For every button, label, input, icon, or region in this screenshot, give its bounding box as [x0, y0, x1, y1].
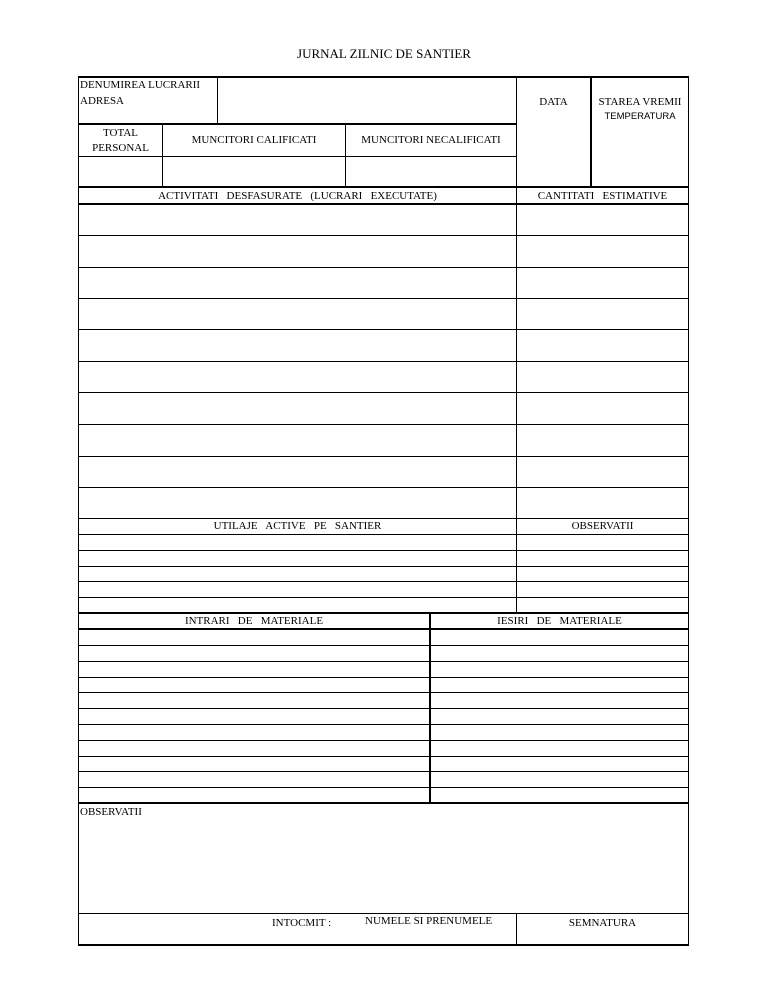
intrari-header: INTRARI DE MATERIALE: [184, 615, 324, 627]
divider: [78, 802, 689, 804]
total-label: TOTAL: [103, 127, 138, 139]
divider: [78, 913, 689, 914]
semnatura-label: SEMNATURA: [568, 917, 637, 929]
material-row: [78, 740, 689, 741]
divider: [78, 612, 689, 614]
muncitori-necalificati-label: MUNCITORI NECALIFICATI: [361, 134, 501, 146]
equipment-row: [78, 566, 689, 567]
material-row: [78, 708, 689, 709]
numele-prenumele-label: NUMELE SI PRENUMELE: [365, 915, 493, 927]
adresa-label: ADRESA: [80, 95, 125, 107]
divider: [78, 156, 516, 157]
equipment-row: [78, 597, 689, 598]
temperatura-label: TEMPERATURA: [604, 111, 676, 122]
muncitori-calificati-label: MUNCITORI CALIFICATI: [191, 134, 317, 146]
material-row: [78, 645, 689, 646]
equipment-row: [78, 534, 689, 535]
data-label: DATA: [539, 96, 568, 108]
divider: [217, 76, 218, 124]
material-row: [78, 661, 689, 662]
utilaje-observatii-header: OBSERVATII: [571, 520, 634, 532]
equipment-row: [78, 550, 689, 551]
activity-row: [78, 361, 689, 362]
iesiri-header: IESIRI DE MATERIALE: [497, 615, 622, 627]
divider: [78, 628, 689, 630]
material-row: [78, 692, 689, 693]
cantitati-header: CANTITATI ESTIMATIVE: [537, 190, 668, 202]
denumirea-lucrarii-label: DENUMIREA LUCRARII: [80, 79, 201, 91]
frame-bottom: [78, 944, 689, 946]
activitati-header: ACTIVITATI DESFASURATE (LUCRARI EXECUTATE): [158, 190, 437, 202]
activity-row: [78, 329, 689, 330]
material-row: [78, 677, 689, 678]
material-row: [78, 724, 689, 725]
divider: [78, 186, 689, 188]
utilaje-header: UTILAJE ACTIVE PE SANTIER: [213, 520, 382, 532]
activity-row: [78, 235, 689, 236]
personal-label: PERSONAL: [92, 142, 149, 154]
activity-row: [78, 424, 689, 425]
divider: [78, 203, 689, 205]
frame-right: [688, 76, 689, 946]
frame-top: [78, 76, 689, 78]
equipment-row: [78, 581, 689, 582]
material-row: [78, 771, 689, 772]
activity-row: [78, 267, 689, 268]
page-title: JURNAL ZILNIC DE SANTIER: [297, 46, 471, 61]
divider: [516, 76, 517, 187]
activity-row: [78, 456, 689, 457]
observatii-label: OBSERVATII: [80, 806, 142, 818]
starea-vremii-label: STAREA VREMII: [598, 96, 682, 108]
material-row: [78, 787, 689, 788]
material-row: [78, 756, 689, 757]
activity-row: [78, 518, 689, 519]
activity-row: [78, 392, 689, 393]
intocmit-label: INTOCMIT :: [272, 917, 332, 929]
activity-row: [78, 298, 689, 299]
activity-row: [78, 487, 689, 488]
divider: [590, 76, 592, 187]
divider: [78, 123, 516, 125]
frame-left: [78, 76, 79, 946]
